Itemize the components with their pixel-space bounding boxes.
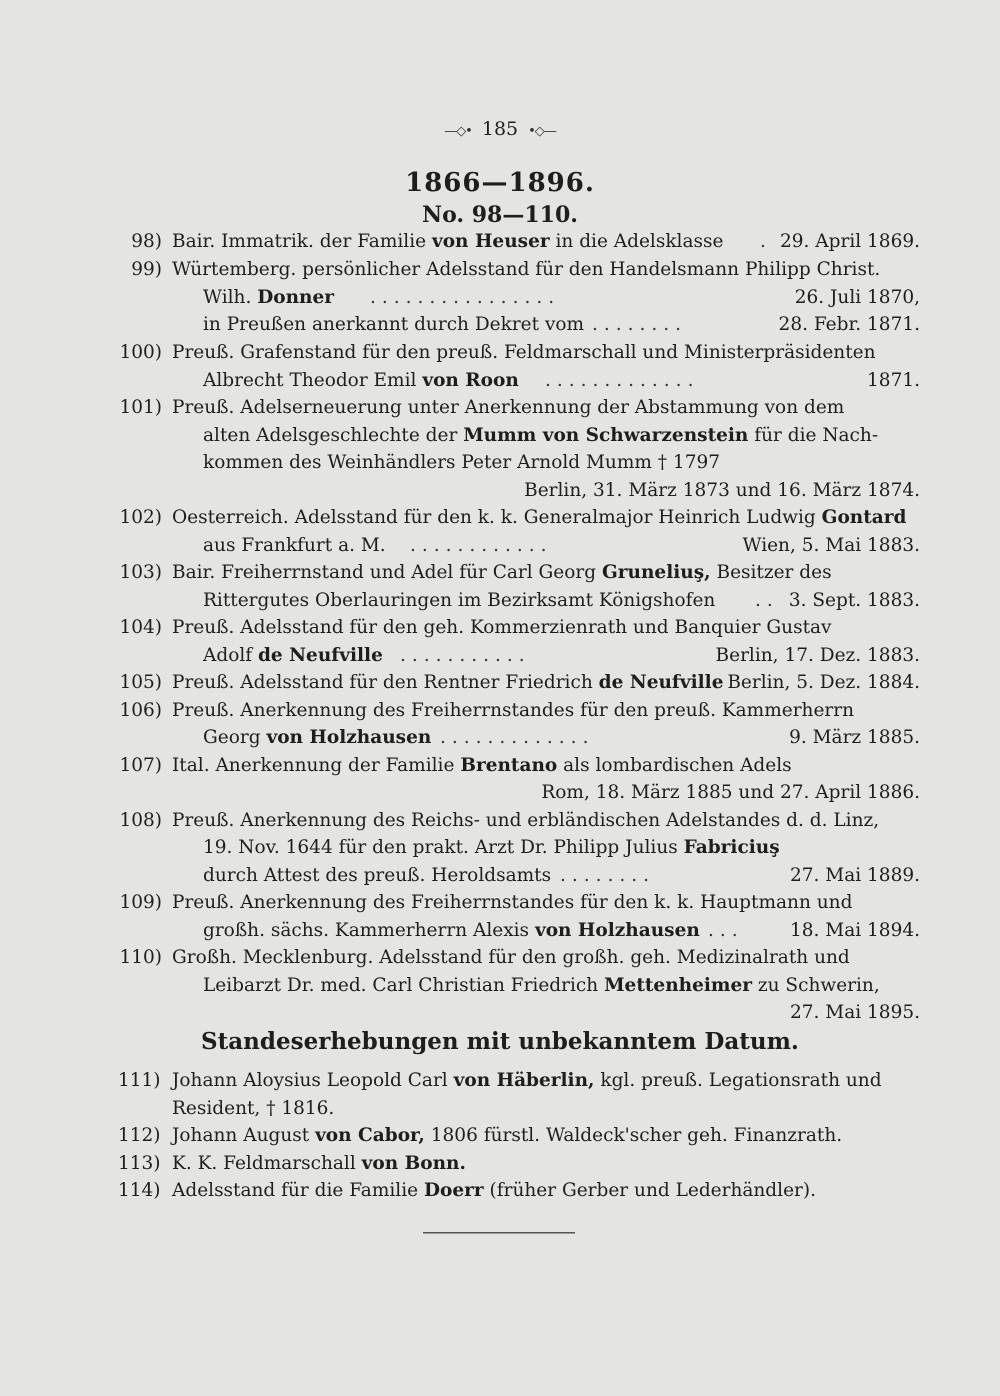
entry-text bbox=[203, 367, 519, 395]
entry-101-line-2 bbox=[0, 422, 1000, 450]
name-run: Mettenheimer bbox=[604, 975, 752, 996]
entry-111-line-1 bbox=[0, 1066, 1000, 1096]
name-run: Mumm von Schwarzenstein bbox=[463, 425, 749, 446]
text-run: Bair. Immatrik. der Familie bbox=[172, 231, 427, 252]
entry-text: in Preußen anerkannt durch Dekret vom bbox=[203, 314, 585, 335]
entry-100-line-2 bbox=[0, 367, 1000, 395]
entry-text: Großh. Mecklenburg. Adelsstand für den großh. geh. Medizinalrath und bbox=[172, 947, 850, 968]
text-run: (früher Gerber und Lederhändler). bbox=[489, 1180, 816, 1201]
entry-text bbox=[172, 1176, 816, 1206]
entry-text bbox=[172, 1121, 842, 1151]
entry-104-line-2 bbox=[0, 642, 1000, 670]
entry-98-line-1 bbox=[0, 228, 1000, 256]
entry-number: 112) bbox=[118, 1125, 161, 1146]
leader-dots: ............ bbox=[410, 535, 553, 556]
leader-dots: ............. bbox=[545, 370, 700, 391]
entry-text: Preuß. Adelserneuerung unter Anerkennung der Abstammung von dem bbox=[172, 397, 845, 418]
name-run: Gruneliuş, bbox=[601, 562, 711, 583]
text-run: als lombardischen Adels bbox=[563, 755, 792, 776]
text-run: Preuß. Adelsstand für den Rentner Friedrich bbox=[172, 672, 593, 693]
text-run: Wilh. bbox=[203, 287, 252, 308]
entry-text: Rittergutes Oberlauringen im Bezirksamt Königshofen bbox=[203, 590, 716, 611]
entry-number: 114) bbox=[118, 1180, 161, 1201]
text-run: in die Adelsklasse bbox=[555, 231, 724, 252]
entry-number: 113) bbox=[118, 1153, 161, 1174]
text-run: Adolf bbox=[203, 645, 253, 666]
entry-103-line-2 bbox=[0, 587, 1000, 615]
leader-dots: . bbox=[760, 231, 772, 252]
entry-107-line-2 bbox=[0, 779, 1000, 807]
entry-text: Preuß. Adelsstand für den geh. Kommerzienrath und Banquier Gustav bbox=[172, 617, 832, 638]
entry-109-line-2 bbox=[0, 917, 1000, 945]
name-run: Brentano bbox=[460, 755, 558, 776]
closing-rule bbox=[423, 1232, 575, 1234]
entry-100-line-1 bbox=[0, 339, 1000, 367]
name-run: von Heuser bbox=[431, 231, 550, 252]
entry-number: 102) bbox=[119, 507, 162, 528]
entry-date: 26. Juli 1870, bbox=[794, 287, 920, 308]
entry-110-line-3 bbox=[0, 999, 1000, 1027]
entry-text: Preuß. Anerkennung des Freiherrnstandes für den k. k. Hauptmann und bbox=[172, 892, 853, 913]
entry-date: 27. Mai 1889. bbox=[789, 865, 920, 886]
text-run: für die Nach- bbox=[754, 425, 879, 446]
text-run: Bair. Freiherrnstand und Adel für Carl Georg bbox=[172, 562, 597, 583]
entry-date: 3. Sept. 1883. bbox=[788, 590, 920, 611]
entry-110-line-1 bbox=[0, 944, 1000, 972]
entry-text bbox=[203, 834, 780, 862]
text-run: großh. sächs. Kammerherrn Alexis bbox=[203, 920, 530, 941]
name-run: Gontard bbox=[821, 507, 907, 528]
entry-108-line-3 bbox=[0, 862, 1000, 890]
leader-dots: ................ bbox=[370, 287, 561, 308]
name-run: Fabriciuş bbox=[683, 837, 780, 858]
ornament-right: •◇— bbox=[528, 124, 556, 139]
entry-number: 105) bbox=[119, 672, 162, 693]
leader-dots: ........ bbox=[592, 314, 688, 335]
entry-109-line-1 bbox=[0, 889, 1000, 917]
text-run: Albrecht Theodor Emil bbox=[203, 370, 417, 391]
entry-number: 108) bbox=[119, 810, 162, 831]
entry-date: Berlin, 17. Dez. 1883. bbox=[715, 645, 920, 666]
section-heading-unknown-date: Standeserhebungen mit unbekanntem Datum. bbox=[201, 1028, 799, 1055]
name-run: von Cabor, bbox=[315, 1125, 425, 1146]
entry-text bbox=[172, 1149, 466, 1179]
entry-99-line-1 bbox=[0, 256, 1000, 284]
leader-dots: ... bbox=[708, 920, 744, 941]
period-heading: 1866—1896. bbox=[405, 168, 595, 198]
entry-104-line-1 bbox=[0, 614, 1000, 642]
entry-date: Berlin, 31. März 1873 und 16. März 1874. bbox=[524, 480, 920, 501]
leader-dots: ............. bbox=[440, 727, 595, 748]
text-run: Oesterreich. Adelsstand für den k. k. Generalmajor Heinrich Ludwig bbox=[172, 507, 816, 528]
entry-date: Berlin, 5. Dez. 1884. bbox=[727, 672, 920, 693]
entry-date: 1871. bbox=[867, 370, 920, 391]
entry-number: 101) bbox=[119, 397, 162, 418]
entry-number: 104) bbox=[119, 617, 162, 638]
entry-102-line-2 bbox=[0, 532, 1000, 560]
entry-date: Rom, 18. März 1885 und 27. April 1886. bbox=[541, 782, 920, 803]
text-run: Georg bbox=[203, 727, 261, 748]
page-number: 185 bbox=[481, 118, 519, 140]
name-run: de Neufville bbox=[258, 645, 383, 666]
entry-102-line-1 bbox=[0, 504, 1000, 532]
text-run: alten Adelsgeschlechte der bbox=[203, 425, 458, 446]
text-run: K. K. Feldmarschall bbox=[172, 1153, 356, 1174]
entry-111-line-2 bbox=[0, 1094, 1000, 1124]
entry-108-line-1 bbox=[0, 807, 1000, 835]
entry-text: Resident, † 1816. bbox=[172, 1098, 335, 1119]
entry-text: Preuß. Anerkennung des Reichs- und erbländischen Adelstandes d. d. Linz, bbox=[172, 810, 880, 831]
entry-text: aus Frankfurt a. M. bbox=[203, 535, 386, 556]
entry-text bbox=[203, 917, 700, 945]
entry-text bbox=[172, 669, 723, 697]
entry-number: 103) bbox=[119, 562, 162, 583]
text-run: Adelsstand für die Familie bbox=[172, 1180, 419, 1201]
text-run: Leibarzt Dr. med. Carl Christian Friedrich bbox=[203, 975, 599, 996]
page-folio bbox=[0, 118, 1000, 140]
name-run: de Neufville bbox=[598, 672, 724, 693]
entry-text bbox=[203, 284, 334, 312]
entry-date: 18. Mai 1894. bbox=[789, 920, 920, 941]
entry-99-line-2 bbox=[0, 284, 1000, 312]
ornament-left: —◇• bbox=[444, 124, 472, 139]
name-run: von Bonn. bbox=[361, 1153, 466, 1174]
text-run: kgl. preuß. Legationsrath und bbox=[600, 1070, 882, 1091]
entry-number: 100) bbox=[119, 342, 162, 363]
text-run: zu Schwerin, bbox=[757, 975, 880, 996]
entry-text: Preuß. Anerkennung des Freiherrnstandes für den preuß. Kammerherrn bbox=[172, 700, 855, 721]
name-run: von Roon bbox=[422, 370, 519, 391]
entry-103-line-1 bbox=[0, 559, 1000, 587]
text-run: Johann August bbox=[172, 1125, 310, 1146]
entry-112-line-1 bbox=[0, 1121, 1000, 1151]
entry-number: 106) bbox=[119, 700, 162, 721]
entry-date: 29. April 1869. bbox=[779, 231, 920, 252]
entry-number: 98) bbox=[131, 231, 162, 252]
name-run: von Holzhausen bbox=[534, 920, 700, 941]
entry-text: durch Attest des preuß. Heroldsamts bbox=[203, 865, 552, 886]
entry-number: 99) bbox=[131, 259, 162, 280]
entry-106-line-1 bbox=[0, 697, 1000, 725]
entry-number: 107) bbox=[119, 755, 162, 776]
entry-number: 109) bbox=[119, 892, 162, 913]
entry-105-line-1 bbox=[0, 669, 1000, 697]
entry-text bbox=[172, 228, 723, 256]
text-run: 1806 fürstl. Waldeck'scher geh. Finanzrath. bbox=[430, 1125, 843, 1146]
entry-text bbox=[172, 504, 906, 532]
entry-text: Würtemberg. persönlicher Adelsstand für den Handelsmann Philipp Christ. bbox=[172, 259, 881, 280]
leader-dots: ........ bbox=[560, 865, 656, 886]
entry-number: 111) bbox=[118, 1070, 161, 1091]
entry-text bbox=[203, 642, 383, 670]
entry-text: Preuß. Grafenstand für den preuß. Feldmarschall und Ministerpräsidenten bbox=[172, 342, 876, 363]
range-heading: No. 98—110. bbox=[422, 202, 578, 228]
entry-99-line-3 bbox=[0, 311, 1000, 339]
entry-number: 110) bbox=[119, 947, 162, 968]
entry-text bbox=[172, 559, 832, 587]
entry-text bbox=[203, 422, 878, 450]
entry-107-line-1 bbox=[0, 752, 1000, 780]
entry-101-line-4 bbox=[0, 477, 1000, 505]
text-run: Besitzer des bbox=[716, 562, 832, 583]
entry-date: 27. Mai 1895. bbox=[789, 1002, 920, 1023]
entry-106-line-2 bbox=[0, 724, 1000, 752]
name-run: Doerr bbox=[423, 1180, 484, 1201]
name-run: von Holzhausen bbox=[266, 727, 432, 748]
entry-108-line-2 bbox=[0, 834, 1000, 862]
entry-113-line-1 bbox=[0, 1149, 1000, 1179]
entry-110-line-2 bbox=[0, 972, 1000, 1000]
entry-101-line-3 bbox=[0, 449, 1000, 477]
entry-date: Wien, 5. Mai 1883. bbox=[742, 535, 920, 556]
entry-text bbox=[203, 972, 880, 1000]
entry-text bbox=[203, 724, 431, 752]
leader-dots: ........... bbox=[400, 645, 531, 666]
name-run: von Häberlin, bbox=[453, 1070, 595, 1091]
entry-101-line-1 bbox=[0, 394, 1000, 422]
text-run: Ital. Anerkennung der Familie bbox=[172, 755, 455, 776]
entry-text: kommen des Weinhändlers Peter Arnold Mumm † 1797 bbox=[203, 452, 721, 473]
entry-date: 9. März 1885. bbox=[789, 727, 920, 748]
entry-114-line-1 bbox=[0, 1176, 1000, 1206]
name-run: Donner bbox=[257, 287, 335, 308]
text-run: Johann Aloysius Leopold Carl bbox=[172, 1070, 448, 1091]
leader-dots: .. bbox=[755, 590, 779, 611]
text-run: 19. Nov. 1644 für den prakt. Arzt Dr. Philipp Julius bbox=[203, 837, 678, 858]
entry-text bbox=[172, 752, 792, 780]
entry-text bbox=[172, 1066, 882, 1096]
entry-date: 28. Febr. 1871. bbox=[778, 314, 920, 335]
